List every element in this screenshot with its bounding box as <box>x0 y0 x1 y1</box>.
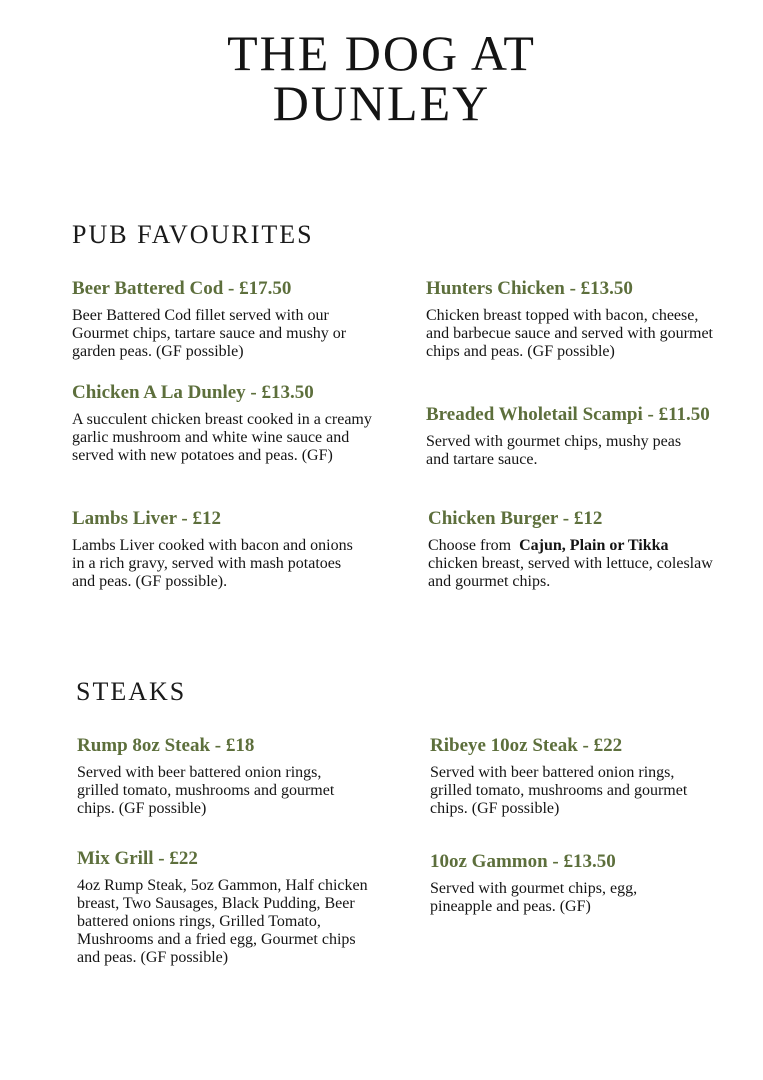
pub-favourites-heading: PUB FAVOURITES <box>72 220 314 249</box>
description-prefix: Choose from <box>428 537 512 554</box>
menu-item-mix-grill <box>77 848 382 967</box>
item-name: Rump 8oz Steak - £18 <box>77 735 255 756</box>
item-name: Chicken A La Dunley - £13.50 <box>72 382 314 403</box>
steaks-heading: STEAKS <box>76 677 187 706</box>
menu-item-ribeye-steak <box>430 735 700 818</box>
title-line-2: DUNLEY <box>272 75 491 131</box>
restaurant-title <box>0 25 763 131</box>
item-name: Mix Grill - £22 <box>77 848 198 869</box>
item-name: Ribeye 10oz Steak - £22 <box>430 735 623 756</box>
item-description: A succulent chicken breast cooked in a creamy garlic mushroom and white wine sauce and served with new potatoes and peas. (GF) <box>72 411 372 464</box>
description-suffix: chicken breast, served with lettuce, coleslaw and gourmet chips. <box>428 555 713 590</box>
menu-item-rump-steak <box>77 735 347 818</box>
item-name: Hunters Chicken - £13.50 <box>426 278 633 299</box>
item-name: Chicken Burger - £12 <box>428 508 603 529</box>
item-name: Lambs Liver - £12 <box>72 508 222 529</box>
menu-item-chicken-a-la-dunley <box>72 382 372 465</box>
description-options: Cajun, Plain or Tikka <box>519 537 669 554</box>
menu-item-chicken-burger <box>428 508 718 591</box>
item-description: Served with gourmet chips, mushy peas and tartare sauce. <box>426 433 682 468</box>
item-description: Served with beer battered onion rings, grilled tomato, mushrooms and gourmet chips. (GF possible) <box>77 764 335 817</box>
menu-item-breaded-wholetail-scampi <box>426 404 710 469</box>
item-description: Served with gourmet chips, egg, pineapple and peas. (GF) <box>430 880 638 915</box>
menu-item-hunters-chicken <box>426 278 716 361</box>
item-description: Served with beer battered onion rings, grilled tomato, mushrooms and gourmet chips. (GF possible) <box>430 764 688 817</box>
item-name: Beer Battered Cod - £17.50 <box>72 278 292 299</box>
menu-item-lambs-liver <box>72 508 362 591</box>
menu-item-beer-battered-cod <box>72 278 372 361</box>
item-description: Beer Battered Cod fillet served with our Gourmet chips, tartare sauce and mushy or garden peas. (GF possible) <box>72 307 347 360</box>
menu-item-gammon <box>430 851 700 916</box>
item-description: Lambs Liver cooked with bacon and onions in a rich gravy, served with mash potatoes and peas. (GF possible). <box>72 537 353 590</box>
item-description: Chicken breast topped with bacon, cheese, and barbecue sauce and served with gourmet chips and peas. (GF possible) <box>426 307 713 360</box>
item-description <box>428 537 718 591</box>
title-line-1: THE DOG AT <box>227 25 536 81</box>
item-name: 10oz Gammon - £13.50 <box>430 851 616 872</box>
item-name: Breaded Wholetail Scampi - £11.50 <box>426 404 710 425</box>
item-description: 4oz Rump Steak, 5oz Gammon, Half chicken breast, Two Sausages, Black Pudding, Beer battered onions rings, Grilled Tomato, Mushrooms and a fried egg, Gourmet chips and peas. (GF possible) <box>77 877 368 966</box>
